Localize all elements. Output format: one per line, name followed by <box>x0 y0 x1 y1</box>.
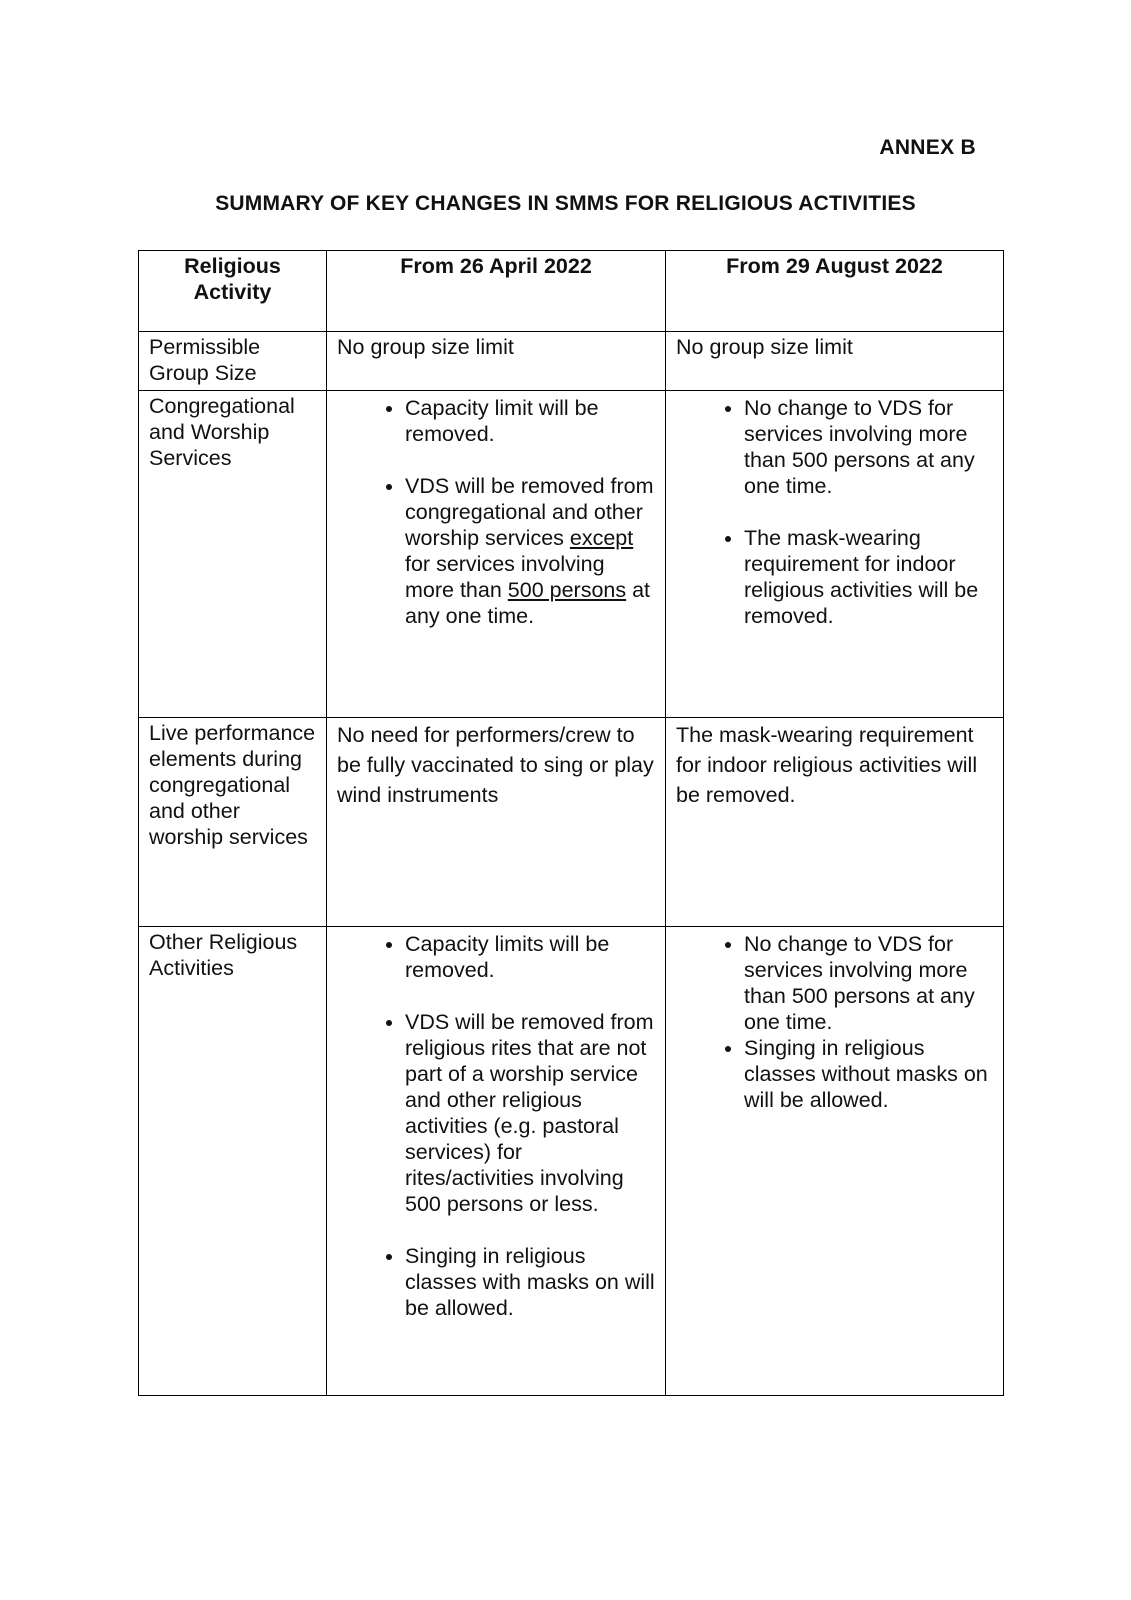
bullet-list <box>337 395 655 629</box>
list-item: • VDS will be removed from religious rites that are not part of a worship service and other religious activities (e.g. pastoral services) for rites/activities involving 500 persons or less. <box>405 1009 655 1217</box>
summary-table <box>138 250 1004 1396</box>
underlined-text: 500 persons <box>507 578 627 602</box>
text-run: at any one time. <box>405 578 651 628</box>
table-row-other-activities <box>139 927 1004 1396</box>
table-header-row <box>139 251 1004 332</box>
table-row-live-performance <box>139 718 1004 927</box>
annex-label: ANNEX B <box>879 136 976 159</box>
april-cell <box>327 391 666 718</box>
header-religious-activity: Religious Activity <box>139 251 327 332</box>
august-cell <box>666 927 1004 1396</box>
activity-cell: Congregational and Worship Services <box>139 391 327 718</box>
list-item <box>405 473 655 629</box>
april-cell <box>327 927 666 1396</box>
august-cell: No group size limit <box>666 332 1004 391</box>
list-item: • Singing in religious classes without masks on will be allowed. <box>744 1035 993 1113</box>
list-item: • Capacity limits will be removed. <box>405 931 655 983</box>
list-item: • Singing in religious classes with masks on will be allowed. <box>405 1243 655 1321</box>
bullet-list <box>676 395 993 629</box>
list-item: • No change to VDS for services involving more than 500 persons at any one time. <box>744 395 993 499</box>
document-title: SUMMARY OF KEY CHANGES IN SMMS FOR RELIGIOUS ACTIVITIES <box>215 192 916 215</box>
august-cell: The mask-wearing requirement for indoor religious activities will be removed. <box>666 718 1004 927</box>
august-cell <box>666 391 1004 718</box>
activity-cell: Live performance elements during congregational and other worship services <box>139 718 327 927</box>
activity-cell: Permissible Group Size <box>139 332 327 391</box>
april-cell: No need for performers/crew to be fully vaccinated to sing or play wind instruments <box>327 718 666 927</box>
header-from-26-april-2022: From 26 April 2022 <box>327 251 666 332</box>
table-row-group-size <box>139 332 1004 391</box>
list-item: • Capacity limit will be removed. <box>405 395 655 447</box>
table-row-congregational <box>139 391 1004 718</box>
text-run: for services involving more than <box>405 552 605 602</box>
bullet-list <box>337 931 655 1321</box>
list-item: • No change to VDS for services involving more than 500 persons at any one time. <box>744 931 993 1035</box>
text-run: VDS will be removed from congregational and other worship services <box>405 474 654 550</box>
header-from-29-august-2022: From 29 August 2022 <box>666 251 1004 332</box>
underlined-text: except <box>569 526 634 550</box>
list-item: • The mask-wearing requirement for indoor religious activities will be removed. <box>744 525 993 629</box>
april-cell: No group size limit <box>327 332 666 391</box>
bullet-list <box>676 931 993 1113</box>
activity-cell: Other Religious Activities <box>139 927 327 1396</box>
